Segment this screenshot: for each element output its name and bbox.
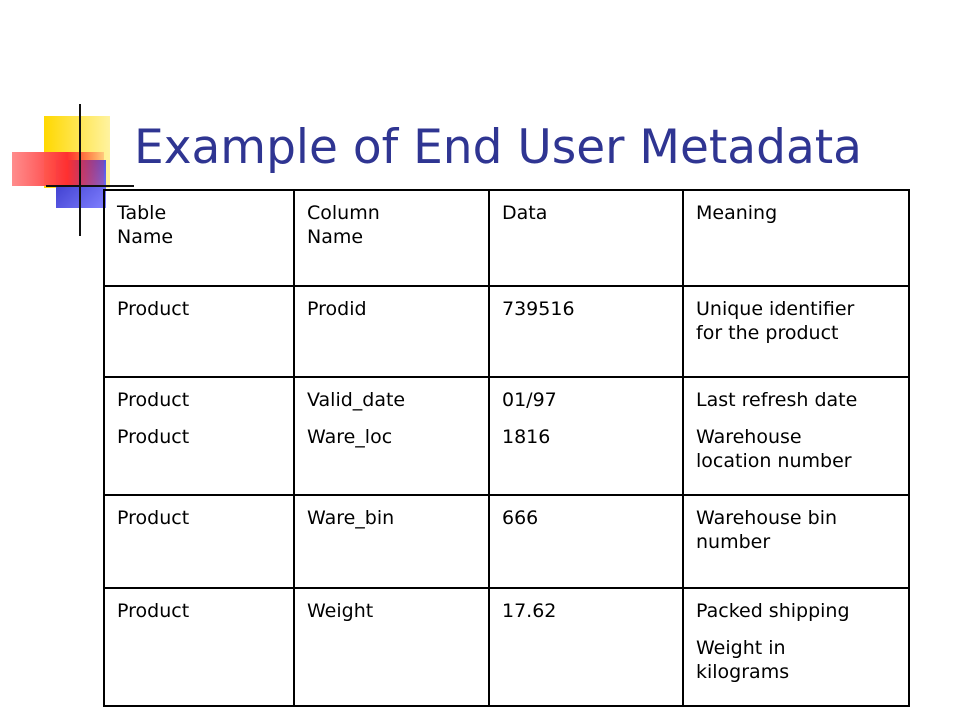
table-row	[104, 377, 909, 495]
cell-column-name	[294, 286, 489, 377]
cell-line: Table	[117, 202, 167, 224]
cell-meaning	[683, 495, 909, 588]
cell-line: Last refresh date	[696, 389, 858, 411]
header-table-name	[104, 190, 294, 286]
cell-line: Ware_loc	[307, 426, 393, 448]
cell-line: 01/97	[502, 389, 557, 411]
cell-meaning	[683, 377, 909, 495]
cell-table-name	[104, 377, 294, 495]
cell-line: kilograms	[696, 661, 790, 683]
cell-column-name	[294, 495, 489, 588]
header-data	[489, 190, 683, 286]
cell-line: Product	[117, 298, 190, 320]
red-bar	[12, 152, 104, 186]
cell-line: Product	[117, 389, 190, 411]
cell-line: Packed shipping	[696, 600, 850, 622]
cell-line: Name	[307, 226, 364, 248]
cell-table-name	[104, 495, 294, 588]
cell-line: Valid_date	[307, 389, 406, 411]
cell-data	[489, 286, 683, 377]
cell-line: Data	[502, 202, 548, 224]
cell-line: Product	[117, 426, 190, 448]
header-column-name	[294, 190, 489, 286]
cell-line: Warehouse bin	[696, 507, 838, 529]
cell-line: Warehouse	[696, 426, 802, 448]
cell-line: Ware_bin	[307, 507, 395, 529]
cell-data	[489, 588, 683, 706]
cell-line: 666	[502, 507, 539, 529]
cell-line: 739516	[502, 298, 575, 320]
cell-meaning	[683, 286, 909, 377]
cell-line: 17.62	[502, 600, 557, 622]
cell-line: Name	[117, 226, 174, 248]
cell-data	[489, 495, 683, 588]
cell-table-name	[104, 286, 294, 377]
cell-line: Meaning	[696, 202, 778, 224]
cell-table-name	[104, 588, 294, 706]
table-row	[104, 286, 909, 377]
cell-line: number	[696, 531, 771, 553]
slide-title: Example of End User Metadata	[134, 120, 862, 175]
header-meaning	[683, 190, 909, 286]
metadata-table	[103, 189, 910, 707]
cell-line: Column	[307, 202, 380, 224]
cell-line: Product	[117, 600, 190, 622]
cell-line: Weight	[307, 600, 374, 622]
cell-line: Product	[117, 507, 190, 529]
cell-meaning	[683, 588, 909, 706]
cell-line: Unique identifier	[696, 298, 855, 320]
cell-column-name	[294, 377, 489, 495]
table-row	[104, 495, 909, 588]
cell-line: Weight in	[696, 637, 786, 659]
table-row	[104, 588, 909, 706]
cell-column-name	[294, 588, 489, 706]
cell-line: for the product	[696, 322, 839, 344]
cell-line: Prodid	[307, 298, 367, 320]
cell-line: 1816	[502, 426, 551, 448]
cell-data	[489, 377, 683, 495]
table-header-row	[104, 190, 909, 286]
cell-line: location number	[696, 450, 852, 472]
